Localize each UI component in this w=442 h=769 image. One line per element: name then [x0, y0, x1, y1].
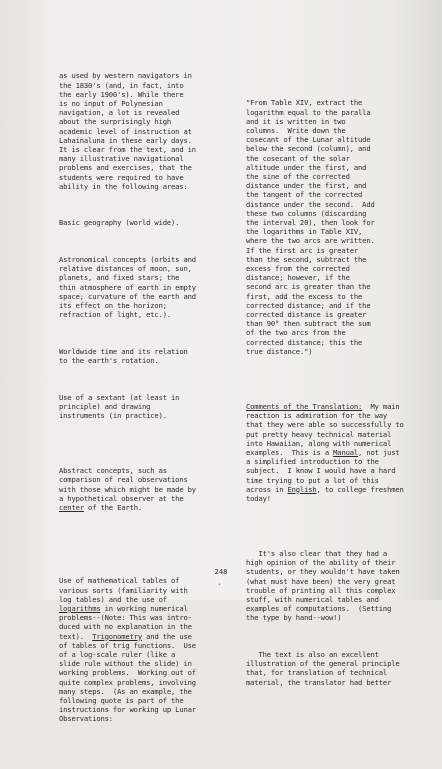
- text-line: (what must have been) the very great: [246, 576, 396, 586]
- after-manual: , not just: [358, 447, 400, 457]
- text-line: instruments (in practice).: [59, 411, 167, 421]
- text-line: where the two arcs are written.: [246, 236, 375, 246]
- text-line: excess from the corrected: [246, 264, 350, 274]
- text-line: Lahainaluna in these early days.: [59, 135, 192, 145]
- text-line: the interval 20), then look for: [246, 218, 375, 228]
- text-line: examples of computations. (Setting: [246, 604, 392, 614]
- text-line: its effect on the horizon;: [59, 301, 167, 311]
- paragraph-geography: [59, 218, 239, 227]
- page-number: 248: [214, 567, 228, 576]
- logarithms-underlined: logarithms: [59, 603, 101, 613]
- text-line: of a log-scale ruler (like a: [59, 649, 176, 659]
- english-line: [246, 485, 434, 494]
- text-line: thin atmosphere of earth in empty: [59, 282, 196, 292]
- text-line: Worldwide time and its relation: [59, 346, 188, 356]
- text-line: the type by hand--wow!): [246, 613, 342, 623]
- text-line: relative distances of moon, sun,: [59, 264, 192, 274]
- english-underlined: English: [287, 484, 317, 494]
- text-line: academic level of instruction at: [59, 126, 192, 136]
- comments-lines-a: [246, 411, 434, 448]
- text-line: columns. Write down the: [246, 126, 346, 136]
- text-line: today!: [246, 493, 271, 503]
- text-line: of the two arcs from the: [246, 328, 346, 338]
- text-line: altitude under the first, and: [246, 162, 367, 172]
- text-line: ability in the following areas:: [59, 181, 188, 191]
- text-line: Use of a sextant (at least in: [59, 392, 180, 402]
- text-line: instructions for working up Lunar: [59, 705, 196, 715]
- text-line: time trying to put a lot of this: [246, 475, 379, 485]
- left-column: [59, 53, 239, 769]
- text-line: many steps. (As an example, the: [59, 686, 192, 696]
- text-line: "From Table XIV, extract the: [246, 98, 363, 108]
- text-line: material, the translator had better: [246, 677, 392, 687]
- text-line: distance; however, if the: [246, 273, 350, 283]
- text-line: than the second, subtract the: [246, 254, 367, 264]
- text-line: refraction of light, etc.).: [59, 310, 172, 320]
- text-line: stuff, with numerical tables and: [246, 594, 379, 604]
- text-line: the cosecant of the solar: [246, 153, 350, 163]
- text-line: planets, and fixed stars; the: [59, 273, 180, 283]
- comments-heading: Comments of the Translation:: [246, 401, 363, 411]
- text-line: various sorts (familiarity with: [59, 585, 188, 595]
- text-line: distance under the second. Add: [246, 199, 375, 209]
- text-line: quite complex problems, involving: [59, 677, 196, 687]
- text-line: of tables of trig functions. Use: [59, 640, 196, 650]
- text-line: If the first arc is greater: [246, 245, 359, 255]
- after-trigonometry: and the use: [142, 631, 192, 641]
- text-line: Use of mathematical tables of: [59, 576, 180, 586]
- text-line: log tables) and the use of: [59, 594, 167, 604]
- text-line: problems--(Note: This was intro-: [59, 613, 192, 623]
- text-line: second arc is greater than the: [246, 282, 371, 292]
- text-line: following quote is part of the: [59, 696, 184, 705]
- text-line: It is clear from the text, and in: [59, 145, 196, 155]
- text-line: that, for translation of technical: [246, 668, 388, 678]
- trigonometry-underlined: Trigonometry: [92, 631, 142, 641]
- text-line: trouble of printing all this complex: [246, 585, 396, 595]
- text-line: illustration of the general principle: [246, 659, 400, 669]
- text-line: and it is written in two: [246, 116, 346, 126]
- text-line: students were required to have: [59, 172, 184, 182]
- right-column: [246, 80, 434, 714]
- paragraph-comments: [246, 384, 434, 522]
- manual-line: [246, 448, 434, 457]
- text-line: Astronomical concepts (orbits and: [59, 255, 196, 265]
- text-line: cosecant of the Lunar altitude: [246, 135, 371, 145]
- text-line: principle) and drawing: [59, 401, 151, 411]
- paragraph-time: [59, 347, 239, 365]
- text-line: the sine of the corrected: [246, 172, 350, 182]
- logarithms-line: [59, 604, 239, 613]
- text-line: logarithm equal to the paralla: [246, 107, 371, 117]
- text-line: high opinion of the ability of their: [246, 558, 396, 568]
- text-line: about the surprisingly high: [59, 117, 172, 127]
- paragraph-math-tables: [59, 558, 239, 742]
- text-line: Observations:: [59, 714, 113, 724]
- text-line: Abstract concepts, such as: [59, 466, 167, 476]
- text-line: that they were able so successfully to: [246, 420, 404, 430]
- text-line: the 1830's (and, in fact, into: [59, 80, 184, 90]
- paragraph-opinion: [246, 549, 434, 623]
- text-line: with those which might be made by: [59, 484, 196, 494]
- text-line: the tangent of the corrected: [246, 190, 363, 200]
- text-line: below the second (column), and: [246, 144, 371, 154]
- paragraph-principle: [246, 650, 434, 687]
- paragraph-astronomy: [59, 255, 239, 319]
- trigonometry-line: [59, 632, 239, 641]
- math-lines-c: [59, 641, 239, 724]
- before-trigonometry: text).: [59, 631, 93, 641]
- manual-underlined: Manual: [333, 447, 359, 457]
- before-manual: examples. This is a: [246, 447, 334, 457]
- text-line: first, add the excess to the: [246, 291, 363, 301]
- text-line: the early 1900's). While there: [59, 89, 184, 99]
- speck-mark: •: [218, 582, 222, 588]
- text-line: these two columns (discarding: [246, 208, 367, 218]
- text-line: subject. I know I would have a hard: [246, 466, 396, 476]
- text-line: corrected distance; and if the: [246, 300, 371, 310]
- math-lines-b: [59, 613, 239, 631]
- text-line: working problems. Working out of: [59, 668, 196, 678]
- text-line: to the earth's rotation.: [59, 356, 159, 366]
- after-english: , to college freshmen: [316, 484, 404, 494]
- text-line: space; curvature of the earth and: [59, 291, 196, 301]
- math-lines-a: [59, 576, 239, 604]
- text-line: corrected distance; this the: [246, 337, 363, 347]
- abstract-tail: of the Earth.: [83, 502, 142, 512]
- text-line: Basic geography (world wide).: [59, 218, 180, 228]
- text-line: corrected distance is greater: [246, 310, 367, 320]
- comments-lines-b: [246, 457, 434, 485]
- text-line: problems and exercises, that the: [59, 163, 192, 173]
- text-line: as used by western navigators in: [59, 71, 192, 81]
- text-line: the logarithms in Table XIV,: [246, 227, 363, 237]
- comments-first-tail: My main: [362, 401, 400, 411]
- text-line: The text is also an excellent: [246, 649, 379, 659]
- abstract-lines: [59, 466, 239, 503]
- before-english: across in: [246, 484, 288, 494]
- text-line: is no input of Polynesian: [59, 99, 163, 109]
- text-line: students, or they wouldn't have taken: [246, 567, 400, 577]
- text-line: reaction is admiration for the way: [246, 411, 388, 421]
- text-line: a hypothetical observer at the: [59, 493, 184, 503]
- abstract-last-line: [59, 503, 239, 512]
- lunar-quote: [246, 98, 434, 356]
- paragraph-intro: [59, 71, 239, 191]
- comments-lines-c: [246, 494, 434, 503]
- text-line: navigation, a lot is revealed: [59, 108, 180, 118]
- text-line: duced with no explanation in the: [59, 622, 192, 632]
- text-line: distance under the first, and: [246, 181, 367, 191]
- center-underlined: center: [59, 502, 84, 512]
- text-line: slide rule without the slide) in: [59, 659, 192, 669]
- text-line: true distance."): [246, 346, 313, 356]
- text-line: many illustrative navigational: [59, 154, 184, 164]
- text-line: It's also clear that they had a: [246, 548, 388, 558]
- text-line: a simplified introduction to the: [246, 457, 379, 467]
- text-line: put pretty heavy technical material: [246, 429, 392, 439]
- text-line: into Hawaiian, along with numerical: [246, 438, 392, 448]
- text-line: comparison of real observations: [59, 475, 188, 485]
- paragraph-abstract: [59, 448, 239, 531]
- paragraph-sextant: [59, 393, 239, 421]
- text-line: than 90° then subtract the sum: [246, 319, 371, 329]
- after-logarithms: in working numerical: [100, 603, 188, 613]
- comments-first-line: [246, 402, 434, 411]
